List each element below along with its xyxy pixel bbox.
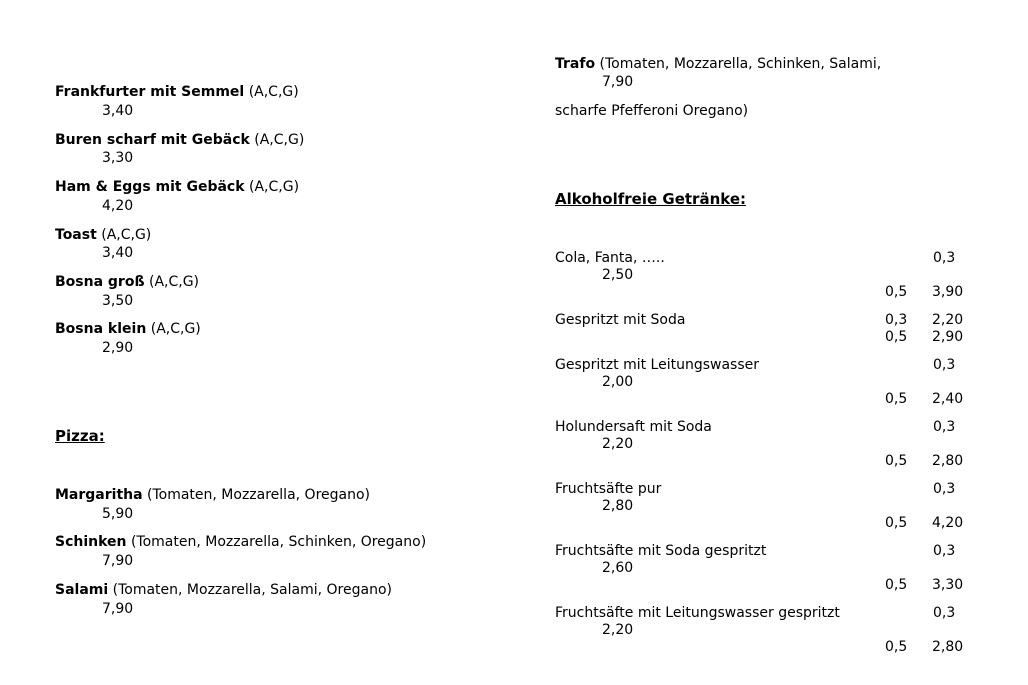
item-price: 3,30 [102, 150, 134, 166]
drink-size-small: 0,3 [933, 481, 956, 497]
item-name: Margaritha [55, 487, 143, 503]
drink-price-large: 2,40 [932, 391, 964, 407]
drink-size-large: 0,5 [885, 577, 908, 593]
item-allergens: (A,C,G) [101, 227, 152, 243]
drink-price-large: 2,80 [932, 453, 964, 469]
item-name: Buren scharf mit Gebäck [55, 132, 250, 148]
item-name: Salami [55, 582, 109, 598]
drink-size-small: 0,3 [933, 419, 956, 435]
item-allergens: (A,C,G) [150, 321, 201, 337]
drink-size-large: 0,5 [885, 453, 908, 469]
item-allergens: (A,C,G) [254, 132, 305, 148]
drink-size-large: 0,5 [885, 391, 908, 407]
drink-price-small: 2,00 [602, 374, 634, 390]
drink-price-small: 2,80 [602, 498, 634, 514]
drink-price-small: 2,20 [602, 622, 634, 638]
item-allergens: (A,C,G) [248, 84, 299, 100]
drink-size-small: 0,3 [933, 357, 956, 373]
item-name: Toast [55, 227, 97, 243]
drink-name: Fruchtsäfte mit Soda gespritzt [555, 543, 767, 559]
item-price: 7,90 [602, 74, 634, 90]
item-price: 7,90 [102, 601, 134, 617]
item-name: Trafo [555, 56, 596, 72]
menu-item-toast [55, 227, 151, 244]
item-price: 7,90 [102, 553, 134, 569]
item-name: Schinken [55, 534, 127, 550]
drink-size-small: 0,3 [885, 312, 908, 328]
item-price: 3,40 [102, 245, 134, 261]
item-desc: (Tomaten, Mozzarella, Oregano) [147, 487, 370, 503]
drink-name: Gespritzt mit Soda [555, 312, 686, 328]
pizza-heading: Pizza: [55, 427, 105, 445]
drink-size-large: 0,5 [885, 284, 908, 300]
item-desc: (Tomaten, Mozzarella, Schinken, Oregano) [130, 534, 427, 550]
drink-name: Holundersaft mit Soda [555, 419, 712, 435]
item-price: 2,90 [102, 340, 134, 356]
drink-size-small: 0,3 [933, 605, 956, 621]
drink-price-large: 4,20 [932, 515, 964, 531]
item-price: 4,20 [102, 198, 134, 214]
drink-price-small: 2,20 [932, 312, 964, 328]
menu-item-ham-eggs [55, 179, 299, 196]
item-desc-continued: scharfe Pfefferoni Oregano) [555, 103, 749, 119]
item-desc: (Tomaten, Mozzarella, Schinken, Salami, [599, 56, 882, 72]
menu-item-schinken [55, 534, 426, 551]
menu-item-margaritha [55, 487, 370, 504]
drink-price-small: 2,20 [602, 436, 634, 452]
menu-item-salami [55, 582, 392, 599]
item-price: 3,40 [102, 103, 134, 119]
drink-price-large: 2,80 [932, 639, 964, 655]
drink-price-large: 2,90 [932, 329, 964, 345]
item-desc: (Tomaten, Mozzarella, Salami, Oregano) [112, 582, 392, 598]
item-price: 3,50 [102, 293, 134, 309]
drink-name: Gespritzt mit Leitungswasser [555, 357, 759, 373]
drink-size-small: 0,3 [933, 543, 956, 559]
menu-item-bosna-gross [55, 274, 199, 291]
item-price: 5,90 [102, 506, 134, 522]
drink-price-small: 2,60 [602, 560, 634, 576]
drink-name: Cola, Fanta, ….. [555, 250, 665, 266]
drink-price-small: 2,50 [602, 267, 634, 283]
drink-size-large: 0,5 [885, 515, 908, 531]
item-name: Ham & Eggs mit Gebäck [55, 179, 245, 195]
menu-item-frankfurter [55, 84, 299, 101]
item-name: Bosna groß [55, 274, 145, 290]
menu-item-buren [55, 132, 304, 149]
item-allergens: (A,C,G) [148, 274, 200, 290]
drink-name: Fruchtsäfte pur [555, 481, 662, 497]
menu-item-trafo [555, 56, 881, 73]
item-name: Bosna klein [55, 321, 147, 337]
item-allergens: (A,C,G) [249, 179, 300, 195]
drink-size-small: 0,3 [933, 250, 956, 266]
drink-size-large: 0,5 [885, 329, 908, 345]
drinks-heading: Alkoholfreie Getränke: [555, 190, 746, 208]
drink-size-large: 0,5 [885, 639, 908, 655]
drink-name: Fruchtsäfte mit Leitungswasser gespritzt [555, 605, 840, 621]
menu-item-bosna-klein [55, 321, 201, 338]
drink-price-large: 3,30 [932, 577, 964, 593]
drink-price-large: 3,90 [932, 284, 964, 300]
item-name: Frankfurter mit Semmel [55, 84, 245, 100]
